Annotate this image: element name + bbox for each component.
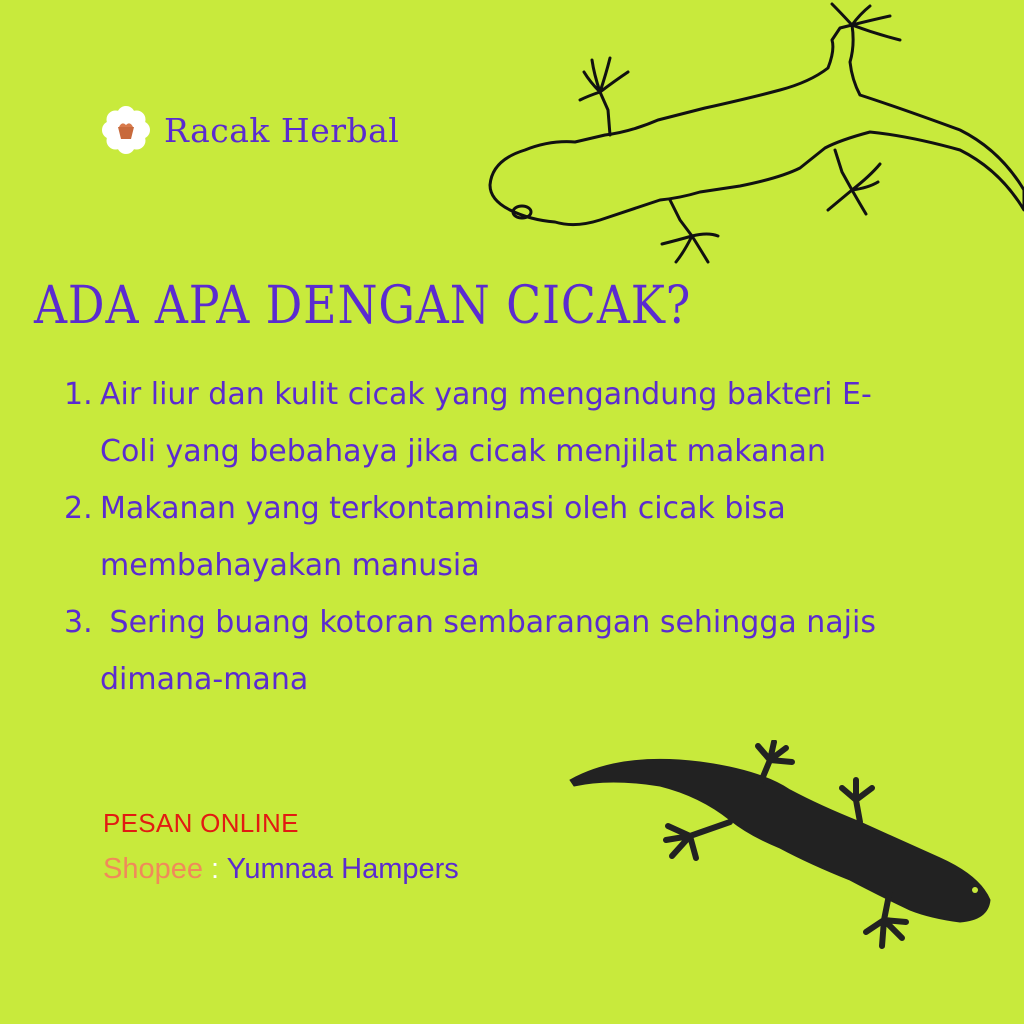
order-separator: : <box>203 853 227 885</box>
brand <box>102 106 399 154</box>
order-shop-name: Yumnaa Hampers <box>226 853 459 885</box>
order-row <box>103 853 459 886</box>
flower-logo-icon <box>102 106 150 154</box>
point-text: Air liur dan kulit cicak yang mengandung bakteri E-Coli yang bebahaya jika cicak menjilat makanan <box>100 377 872 469</box>
point-number: 1. <box>64 377 93 412</box>
list-item <box>64 594 924 708</box>
headline: ADA APA DENGAN CICAK? <box>34 276 692 336</box>
gecko-outline-icon <box>480 0 1024 275</box>
brand-name: Racak Herbal <box>164 110 400 150</box>
list-item <box>64 366 924 480</box>
point-text: Sering buang kotoran sembarangan sehingga najis dimana-mana <box>100 605 886 697</box>
points-list <box>64 366 924 708</box>
gecko-silhouette-icon <box>560 740 1000 960</box>
order-label: PESAN ONLINE <box>103 808 299 838</box>
order-info <box>103 808 459 886</box>
order-platform: Shopee <box>103 853 203 885</box>
point-number: 2. <box>64 491 93 526</box>
point-text: Makanan yang terkontaminasi oleh cicak bisa membahayakan manusia <box>100 491 786 583</box>
list-item <box>64 480 924 594</box>
point-number: 3. <box>64 605 93 640</box>
